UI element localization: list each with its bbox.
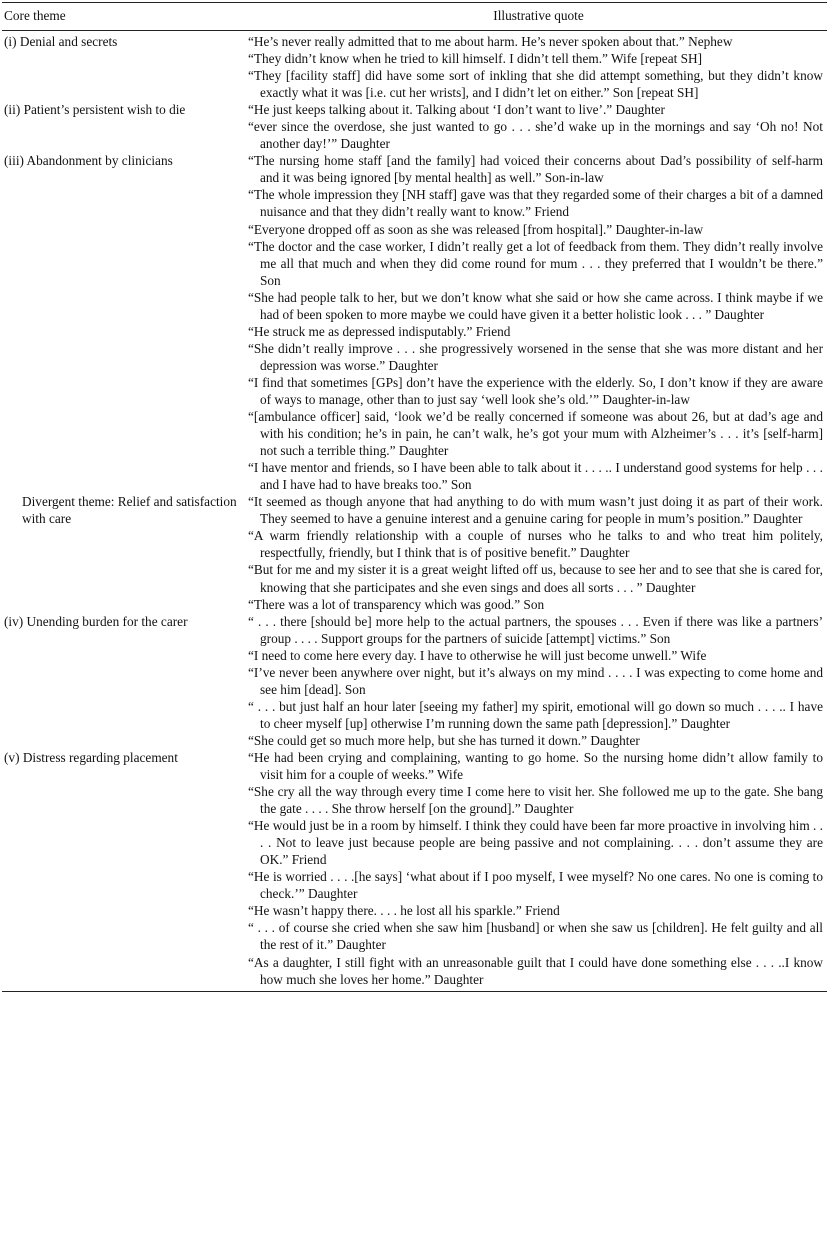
quote-cell [248, 749, 827, 988]
quote-text: “They didn’t know when he tried to kill himself. I didn’t tell them.” Wife [repeat SH] [248, 51, 703, 67]
table-row [2, 613, 827, 749]
quote-text: “There was a lot of transparency which was good.” Son [248, 596, 545, 612]
table-row [2, 749, 827, 988]
quote-text: “He had been crying and complaining, wanting to go home. So the nursing home didn’t allow family to visit him for a couple of weeks.” Wife [248, 749, 823, 783]
quote-text: “The nursing home staff [and the family] had voiced their concerns about Dad’s possibility of self-harm and it was being ignored [by mental health] as well.” Son-in-law [248, 153, 823, 186]
quote-text: “They [facility staff] did have some sort of inkling that she did attempt something, but they didn’t know exactly what it was [i.e. cut her wrists], and I didn’t let on either.” Son [repeat SH] [248, 68, 823, 101]
quote-text: “But for me and my sister it is a great weight lifted off us, because to see her and to see that she is cared for, knowing that she participates and she even sings and does all sorts . . . ” Daughter [248, 562, 823, 595]
quote-text: “ . . . but just half an hour later [seeing my father] my spirit, emotional will go down so much . . . .. I have to cheer myself [up] otherwise I’m running down the same path [depression].” Daughter [248, 698, 823, 731]
table-row [2, 33, 827, 101]
quote-cell [248, 101, 827, 152]
core-theme-cell: (iv) Unending burden for the carer [4, 613, 188, 629]
quote-text: “She had people talk to her, but we don’t know what she said or how she came across. I think maybe if we had of been spoken to more maybe we could have given it a better holistic look . . . ” Daughter [248, 289, 823, 322]
quote-table [2, 2, 827, 992]
quote-text: “ . . . there [should be] more help to the actual partners, the spouses . . . Even if there was like a partners’ group . . . . Support groups for the partners of suicide [attempt] victims.” Son [248, 613, 823, 646]
core-theme-cell: (i) Denial and secrets [4, 34, 118, 49]
table-body [2, 31, 827, 988]
quote-text: “He is worried . . . .[he says] ‘what about if I poo myself, I wee myself? No one cares. No one is coming to check.’” Daughter [248, 869, 823, 902]
core-theme-cell: (iii) Abandonment by clinicians [4, 153, 173, 169]
quote-text: “He wasn’t happy there. . . . he lost all his sparkle.” Friend [248, 903, 560, 919]
quote-text: “He just keeps talking about it. Talking about ‘I don’t want to live’.” Daughter [248, 102, 665, 118]
quote-cell [248, 493, 827, 612]
quote-text: “I need to come here every day. I have to otherwise he will just become unwell.” Wife [248, 647, 707, 663]
quote-text: “A warm friendly relationship with a couple of nurses who he talks to and who treat him politely, respectfully, friendly, but I think that is of positive benefit.” Daughter [248, 528, 823, 561]
quote-text: “[ambulance officer] said, ‘look we’d be really concerned if someone was about 26, but at dad’s age and with his condition; he’s in pain, he can’t walk, he’s got your mum with Alzheimer’s . . . it’s [self-harm] not such a terrible thing.” Daughter [248, 409, 823, 459]
quote-text: “I find that sometimes [GPs] don’t have the experience with the elderly. So, I don’t know if they are aware of ways to manage, other than to just say ‘well look she’s old.’” Daughter-in-law [248, 374, 823, 407]
table-row [2, 493, 827, 612]
quote-text: “He struck me as depressed indisputably.” Friend [248, 323, 511, 339]
quote-cell [248, 613, 827, 749]
quote-text: “He would just be in a room by himself. I think they could have been far more proactive in involving him . . . . Not to leave just because people are being passive and not complaining. . . . don’t assume they are OK.” Friend [248, 818, 823, 868]
quote-text: “ . . . of course she cried when she saw him [husband] or when she saw us [children]. He felt guilty and all the rest of it.” Daughter [248, 920, 823, 953]
header-core-theme: Core theme [4, 8, 66, 23]
quote-cell [248, 152, 827, 493]
quote-text: “ever since the overdose, she just wanted to go . . . she’d wake up in the mornings and say ‘Oh no! Not another day!’” Daughter [248, 119, 823, 152]
quote-text: “Everyone dropped off as soon as she was released [from hospital].” Daughter-in-law [248, 221, 704, 237]
core-theme-cell: Divergent theme: Relief and satisfaction with care [22, 494, 237, 527]
core-theme-cell: (v) Distress regarding placement [4, 749, 178, 765]
table-bottom-rule [2, 991, 827, 992]
quote-text: “It seemed as though anyone that had anything to do with mum wasn’t just doing it as part of their work. They seemed to have a genuine interest and a genuine caring for people in mum’s position.” Daughter [248, 494, 823, 527]
quote-text: “I’ve never been anywhere over night, but it’s always on my mind . . . . I was expecting to come home and see him [dead]. Son [248, 664, 823, 697]
quote-text: “I have mentor and friends, so I have been able to talk about it . . . .. I understand good systems for help . . . and I have had to have breaks too.” Son [248, 460, 823, 493]
table-row [2, 152, 827, 493]
quote-text: “She didn’t really improve . . . she progressively worsened in the sense that she was more distant and her depression was worse.” Daughter [248, 340, 823, 373]
quote-cell [248, 33, 827, 101]
quote-text: “The doctor and the case worker, I didn’t really get a lot of feedback from them. They didn’t really involve me all that much and when they did come round for mum . . . they preferred that I wouldn’t be there.” Son [248, 238, 823, 288]
quote-text: “She cry all the way through every time I come here to visit her. She followed me up to the gate. She bang the gate . . . . She throw herself [on the ground].” Daughter [248, 784, 823, 817]
header-illustrative-quote: Illustrative quote [493, 8, 584, 23]
quote-text: “The whole impression they [NH staff] gave was that they regarded some of their charges a bit of a damned nuisance and that they didn’t really want to know.” Friend [248, 187, 823, 220]
quote-text: “He’s never really admitted that to me about harm. He’s never spoken about that.” Nephew [248, 34, 733, 49]
quote-text: “As a daughter, I still fight with an unreasonable guilt that I could have done something else . . . ..I know how much she loves her home.” Daughter [248, 954, 823, 987]
table-header [2, 3, 827, 24]
quote-text: “She could get so much more help, but she has turned it down.” Daughter [248, 732, 640, 748]
core-theme-cell: (ii) Patient’s persistent wish to die [4, 102, 186, 118]
table-row [2, 101, 827, 152]
